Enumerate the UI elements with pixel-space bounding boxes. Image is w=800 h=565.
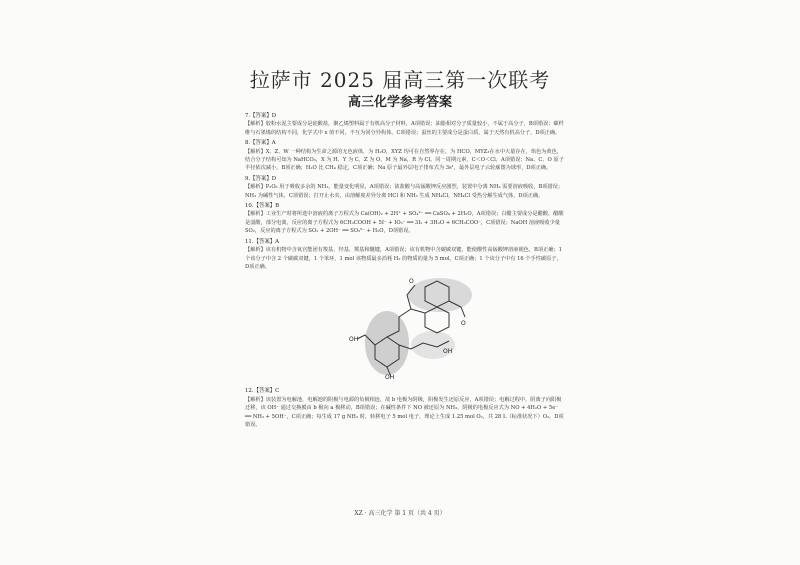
atom-label: O	[409, 278, 414, 286]
question-8	[245, 139, 565, 173]
page-subtitle: 高三化学参考答案	[347, 95, 452, 110]
atom-label: OH	[349, 336, 359, 344]
answer-content	[245, 112, 565, 431]
question-7	[245, 112, 565, 137]
atom-label: O	[461, 320, 466, 328]
explanation-text: 【解析】X、Z、W 一种结构为生命之源的无色液体，为 H₂O，XYZ 均可在自然界存在，为 HCO，MYZ₃在水中大量存在，焰色为黄色，结合分子结构可知为 NaHCO₃，X 为 H，Y 为 C，Z 为 O，M 为 Na，R 为 Cl。同一周期元素，C＜O＜Cl，A项错误；Na、C、O 原子半径依次减小，B项正确；H₂O 比 CH₄ 稳定，C项正确；Na 原子最外层电子排布式为 3s¹，最外层电子云轮廓图为球形，D项正确。	[245, 148, 564, 172]
molecule-structure-diagram	[345, 273, 475, 381]
molecule-figure	[245, 273, 565, 383]
question-11	[245, 238, 565, 272]
answer-line: 12.【答案】C	[245, 388, 280, 395]
explanation-text: 【解析】该有机物中含氧官能团有羧基、羟基、羰基和醚键，A项错误；该有机物中含碳碳双键，能使酸性高锰酸钾溶液褪色，B项正确；1 个该分子中含 2 个碳碳双键，1 个苯环，1 mol 该物质最多消耗 H₂ 的物质的量为 5 mol，C项正确；1 个该分子中有 16 个手性碳原子，D项正确。	[245, 247, 562, 270]
answer-line: 11.【答案】A	[245, 238, 280, 245]
answer-line: 8.【答案】A	[245, 140, 276, 147]
explanation-text: 【解析】该装置为电解池，电解池的阴极与电源的负极相连，故 b 电极为阴极，阴极发生还原反应，A项错误；电解过程中，阴离子向阳极迁移，该 OH⁻ 通过交换膜由 b 极向 a 极移动，B项错误；在碱性条件下 NO 被还原为 NH₃，阴极的电极反应式为 NO + 4H₂O + 5e⁻ ══ NH₃ + 5OH⁻，C项正确；每生成 17 g NH₃ 时，转移电子 5 mol 电子，理论上生成 1.25 mol O₂，共 28 L（标准状况下）O₂，D项错误。	[245, 396, 564, 428]
atom-label: OH	[385, 374, 395, 382]
highlight-region-top	[408, 278, 472, 312]
question-9	[245, 175, 565, 200]
explanation-text: 【解析】胶粉水泥主要成分是硅酸盐，聚乙烯塑料属于有机高分子材料，A项错误；油脂相对分子质量较小，不属于高分子，B项错误；碳纤维与石墨烯的结构不同，化学式中 x 值不同，不互为同分异构体，C项错误；蚕丝的主要成分是蛋白质，属于天然有机高分子，D项正确。	[245, 121, 564, 136]
question-10	[245, 202, 565, 236]
page-footer: XZ · 高三化学 第 1 页（共 4 页）	[354, 510, 446, 517]
page-title: 拉萨市 2025 届高三第一次联考	[249, 68, 551, 92]
answer-line: 7.【答案】D	[245, 113, 277, 119]
question-12	[245, 387, 565, 429]
answer-line: 9.【答案】D	[245, 175, 277, 182]
highlight-region-left	[365, 311, 409, 375]
explanation-text: 【解析】工业生产时将所选中溶液的离子方程式为 Ca(OH)₂ + 2H⁺ + SO₄²⁻ ══ CaSO₄ + 2H₂O，A项错误；白醋主要成分是醋酸，醋酸是弱酸，部分电离，反应的离子方程式为 6CH₃COOH + 5I⁻ + IO₃⁻ ══ 3I₂ + 3H₂O + 6CH₃COO⁻，C项错误；NaOH 溶液吸收少量 SO₂，反应的离子方程式为 SO₂ + 2OH⁻ ══ SO₃²⁻ + H₂O，D项错误。	[245, 211, 564, 235]
answer-line: 10.【答案】B	[245, 203, 280, 210]
explanation-text: 【解析】P₂O₅ 用于吸收多余的 NH₃，能量变化明显，A项错误；浓盐酸与高锰酸钾反应剧烈，装置中分离 NH₃ 需要溶液吸收，B项错误；NH₃ 为碱性气体，C项错误；打开止水夹，由溶解度差异分离 HCl 和 NH₃ 生成 NH₄Cl，NH₄Cl 受热分解生成气体，D项正确。	[245, 184, 564, 199]
atom-label: OH	[443, 348, 453, 356]
